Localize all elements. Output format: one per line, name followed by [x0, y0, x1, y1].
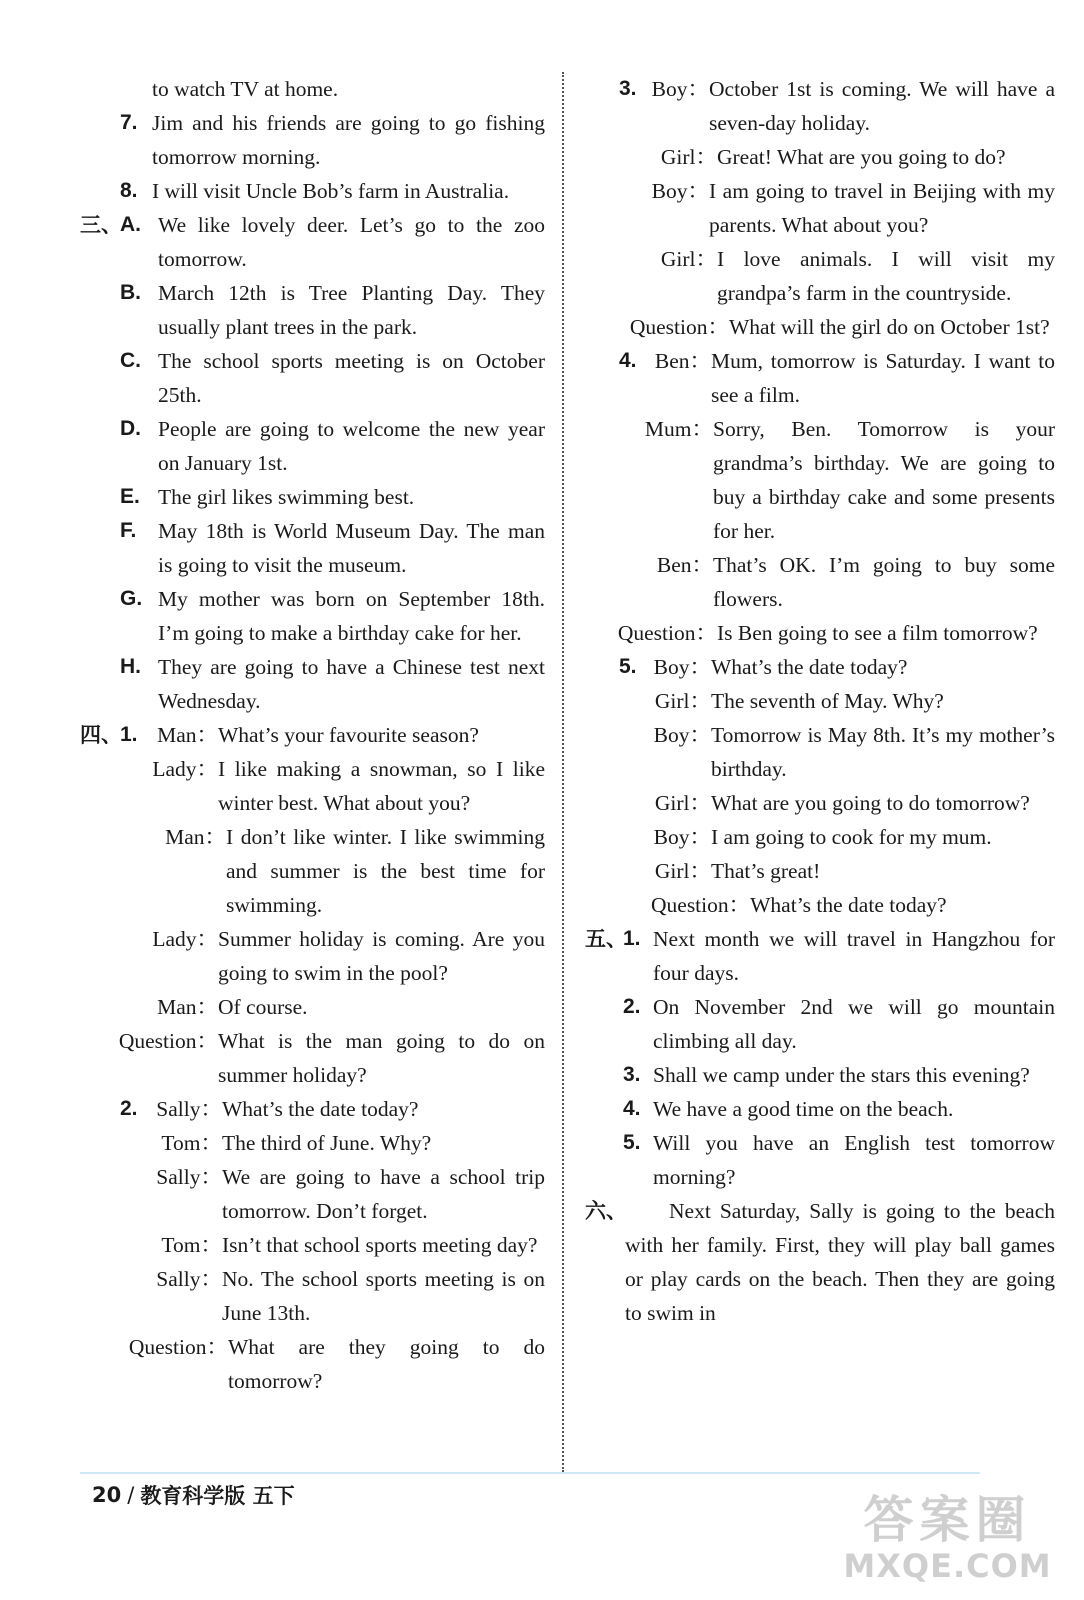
section-marker: 六、 — [585, 1199, 627, 1223]
speaker-label: Girl： — [654, 689, 711, 713]
line-text: People are going to welcome the new year on January 1st. — [158, 417, 545, 475]
answer-line — [585, 344, 1055, 412]
answer-line — [585, 548, 1055, 616]
line-text: No. The school sports meeting is on June 13th. — [222, 1267, 545, 1325]
speaker-label: Sally： — [156, 1267, 222, 1291]
answer-line — [585, 310, 1055, 344]
line-text: That’s OK. I’m going to buy some flowers. — [713, 553, 1055, 611]
item-number: 4. — [623, 1097, 641, 1120]
page-footer — [92, 1480, 295, 1510]
speaker-label: Lady： — [152, 757, 218, 781]
answer-line — [585, 174, 1055, 242]
line-text: What are they going to do tomorrow? — [228, 1335, 545, 1393]
answer-line — [80, 922, 545, 990]
line-text: That’s great! — [711, 859, 821, 883]
line-text: I don’t like winter. I like swimming and summer is the best time for swimming. — [226, 825, 545, 917]
line-text: Will you have an English test tomorrow morning? — [653, 1131, 1055, 1189]
speaker-label: Man： — [157, 995, 218, 1019]
answer-line — [80, 174, 545, 208]
answer-line — [585, 616, 1055, 650]
line-text: I am going to travel in Beijing with my parents. What about you? — [709, 179, 1055, 237]
speaker-label: Sally： — [156, 1165, 222, 1189]
item-number: 8. — [120, 179, 138, 202]
answer-line — [80, 990, 545, 1024]
answer-line — [585, 888, 1055, 922]
line-text: Next month we will travel in Hangzhou for four days. — [653, 927, 1055, 985]
line-text: Jim and his friends are going to go fishing tomorrow morning. — [152, 111, 545, 169]
speaker-label: Boy： — [651, 179, 709, 203]
line-text: I like making a snowman, so I like winter best. What about you? — [218, 757, 545, 815]
answer-line — [80, 412, 545, 480]
answer-line — [80, 1126, 545, 1160]
speaker-label: Man： — [165, 825, 226, 849]
footer-rule — [80, 1472, 980, 1474]
speaker-label: Boy： — [653, 723, 711, 747]
answer-line — [585, 242, 1055, 310]
site-watermark — [825, 1492, 1070, 1592]
speaker-label: Question： — [128, 1335, 228, 1359]
answer-line — [585, 1092, 1055, 1126]
section-marker: 四、 — [80, 723, 122, 747]
line-text: We have a good time on the beach. — [653, 1097, 954, 1121]
line-text: We like lovely deer. Let’s go to the zoo tomorrow. — [158, 213, 545, 271]
answer-line — [585, 684, 1055, 718]
answer-line — [80, 276, 545, 344]
line-text: My mother was born on September 18th. I’m going to make a birthday cake for her. — [158, 587, 545, 645]
book-edition: 教育科学版 五下 — [140, 1484, 295, 1508]
speaker-label: Question： — [651, 893, 751, 917]
line-text: What’s the date today? — [222, 1097, 419, 1121]
line-text: Tomorrow is May 8th. It’s my mother’s birthday. — [711, 723, 1055, 781]
speaker-label: Boy： — [653, 655, 711, 679]
item-number: F. — [120, 519, 137, 542]
line-text: I am going to cook for my mum. — [711, 825, 992, 849]
line-text: The school sports meeting is on October 25th. — [158, 349, 545, 407]
item-number: 4. — [619, 349, 637, 372]
speaker-label: Tom： — [161, 1233, 222, 1257]
right-column — [585, 72, 1055, 1330]
line-text: Isn’t that school sports meeting day? — [222, 1233, 538, 1257]
answer-line — [80, 344, 545, 412]
answer-line — [585, 1058, 1055, 1092]
answer-line — [80, 106, 545, 174]
column-divider — [562, 72, 564, 1472]
speaker-label: Question： — [617, 621, 717, 645]
speaker-label: Question： — [629, 315, 729, 339]
speaker-label: Question： — [118, 1029, 218, 1053]
speaker-label: Sally： — [156, 1097, 222, 1121]
line-text: to watch TV at home. — [152, 77, 339, 101]
answer-line — [80, 1024, 545, 1092]
line-text: We are going to have a school trip tomorrow. Don’t forget. — [222, 1165, 545, 1223]
item-number: 2. — [623, 995, 641, 1018]
left-column — [80, 72, 545, 1398]
speaker-label: Lady： — [152, 927, 218, 951]
watermark-logo-text: 答案圈 — [863, 1491, 1032, 1549]
answer-line — [80, 820, 545, 922]
line-text: Of course. — [218, 995, 308, 1019]
item-number: A. — [120, 213, 141, 236]
line-text: The seventh of May. Why? — [711, 689, 944, 713]
line-text: I love animals. I will visit my grandpa’s farm in the countryside. — [717, 247, 1055, 305]
line-text: What’s the date today? — [711, 655, 908, 679]
line-text: The girl likes swimming best. — [158, 485, 415, 509]
item-number: G. — [120, 587, 143, 610]
line-text: March 12th is Tree Planting Day. They usually plant trees in the park. — [158, 281, 545, 339]
item-number: 7. — [120, 111, 138, 134]
line-text: On November 2nd we will go mountain climbing all day. — [653, 995, 1055, 1053]
line-text: Next Saturday, Sally is going to the beach with her family. First, they will play ball games or play cards on the beach. Then they are going to swim in — [625, 1199, 1055, 1325]
line-text: Summer holiday is coming. Are you going to swim in the pool? — [218, 927, 545, 985]
answer-line — [80, 514, 545, 582]
answer-line — [80, 1262, 545, 1330]
footer-slash: / — [127, 1483, 135, 1507]
speaker-label: Girl： — [660, 145, 717, 169]
answer-line — [80, 1160, 545, 1228]
line-text: May 18th is World Museum Day. The man is going to visit the museum. — [158, 519, 545, 577]
item-number: D. — [120, 417, 141, 440]
answer-line — [80, 72, 545, 106]
item-number: 2. — [120, 1097, 138, 1120]
item-number: H. — [120, 655, 141, 678]
item-number: C. — [120, 349, 141, 372]
item-number: 1. — [623, 927, 641, 950]
line-text: The third of June. Why? — [222, 1131, 432, 1155]
answer-line — [585, 820, 1055, 854]
speaker-label: Tom： — [161, 1131, 222, 1155]
speaker-label: Boy： — [653, 825, 711, 849]
speaker-label: Man： — [157, 723, 218, 747]
answer-line — [80, 1330, 545, 1398]
answer-line — [585, 922, 1055, 990]
answer-line — [80, 582, 545, 650]
answer-line — [80, 718, 545, 752]
answer-line — [585, 1126, 1055, 1194]
answer-line — [80, 208, 545, 276]
speaker-label: Girl： — [660, 247, 717, 271]
speaker-label: Girl： — [654, 791, 711, 815]
section-marker: 三、 — [80, 213, 122, 237]
line-text: What’s the date today? — [750, 893, 947, 917]
item-number: 5. — [623, 1131, 641, 1154]
item-number: B. — [120, 281, 141, 304]
item-number: 1. — [120, 723, 138, 746]
answer-line — [585, 854, 1055, 888]
page-number: 20 — [92, 1483, 122, 1507]
line-text: What will the girl do on October 1st? — [729, 315, 1050, 339]
speaker-label: Girl： — [654, 859, 711, 883]
speaker-label: Ben： — [654, 349, 711, 373]
answer-line — [585, 1194, 1055, 1330]
line-text: Shall we camp under the stars this evening? — [653, 1063, 1030, 1087]
answer-line — [585, 140, 1055, 174]
speaker-label: Boy： — [651, 77, 709, 101]
item-number: 3. — [623, 1063, 641, 1086]
answer-line — [80, 480, 545, 514]
line-text: October 1st is coming. We will have a seven-day holiday. — [709, 77, 1055, 135]
item-number: 5. — [619, 655, 637, 678]
answer-line — [80, 752, 545, 820]
answer-line — [585, 990, 1055, 1058]
item-number: 3. — [619, 77, 637, 100]
line-text: Sorry, Ben. Tomorrow is your grandma’s birthday. We are going to buy a birthday cake and some presents for her. — [713, 417, 1055, 543]
line-text: What’s your favourite season? — [218, 723, 479, 747]
answer-line — [585, 412, 1055, 548]
answer-line — [585, 718, 1055, 786]
speaker-label: Ben： — [656, 553, 713, 577]
line-text: Great! What are you going to do? — [717, 145, 1006, 169]
section-marker: 五、 — [585, 927, 627, 951]
line-text: They are going to have a Chinese test next Wednesday. — [158, 655, 545, 713]
answer-line — [80, 650, 545, 718]
answer-line — [80, 1092, 545, 1126]
answer-line — [80, 1228, 545, 1262]
line-text: Mum, tomorrow is Saturday. I want to see a film. — [711, 349, 1055, 407]
answer-line — [585, 786, 1055, 820]
speaker-label: Mum： — [644, 417, 713, 441]
line-text: What is the man going to do on summer holiday? — [218, 1029, 545, 1087]
answer-line — [585, 650, 1055, 684]
line-text: What are you going to do tomorrow? — [711, 791, 1030, 815]
line-text: Is Ben going to see a film tomorrow? — [717, 621, 1038, 645]
item-number: E. — [120, 485, 140, 508]
watermark-url: MXQE.COM — [843, 1547, 1052, 1585]
answer-line — [585, 72, 1055, 140]
line-text: I will visit Uncle Bob’s farm in Australia. — [152, 179, 510, 203]
